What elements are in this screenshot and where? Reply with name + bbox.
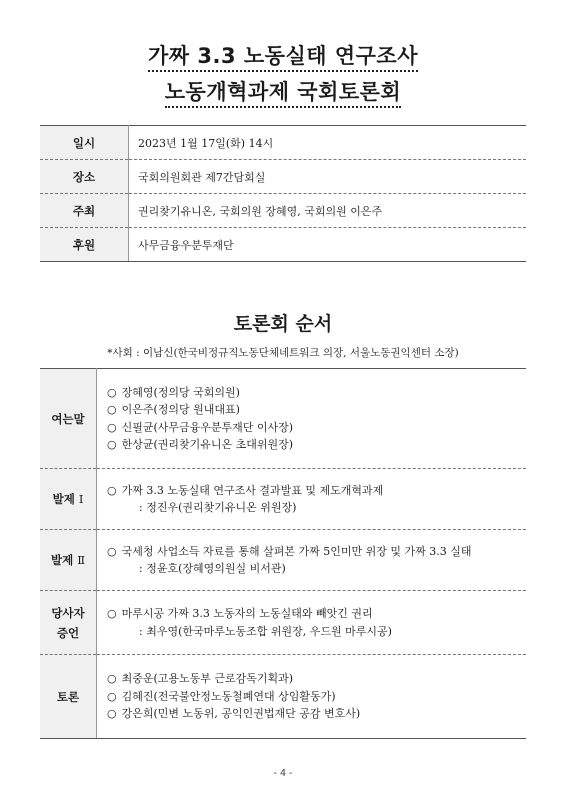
info-label: 주최 bbox=[40, 194, 129, 228]
info-row-host bbox=[40, 194, 526, 228]
circle-bullet-icon: ○ bbox=[107, 707, 117, 721]
program-body bbox=[97, 469, 527, 530]
page-number: - 4 - bbox=[273, 768, 293, 779]
info-value: 국회의원회관 제7간담회실 bbox=[129, 160, 527, 194]
program-row-testimony bbox=[40, 591, 526, 655]
list-item: ○ 강은희(민변 노동위, 공익인권법재단 공감 변호사) bbox=[107, 707, 361, 721]
circle-bullet-icon: ○ bbox=[107, 385, 117, 399]
circle-bullet-icon: ○ bbox=[107, 483, 117, 497]
list-item: ○ 신필균(사무금융우분투재단 이사장) bbox=[107, 420, 294, 434]
program-row-discussion bbox=[40, 655, 526, 739]
circle-bullet-icon: ○ bbox=[107, 672, 117, 686]
program-label: 토론 bbox=[40, 655, 97, 739]
program-body bbox=[97, 369, 527, 469]
circle-bullet-icon: ○ bbox=[107, 420, 117, 434]
circle-bullet-icon: ○ bbox=[107, 607, 117, 620]
presenter: : 최우영(한국마루노동조합 위원장, 우드원 마루시공) bbox=[139, 624, 392, 638]
circle-bullet-icon: ○ bbox=[107, 438, 117, 451]
program-label: 당사자 증언 bbox=[40, 591, 97, 655]
program-label: 발제 Ⅱ bbox=[40, 530, 97, 591]
info-value: 2023년 1월 17일(화) 14시 bbox=[129, 126, 527, 160]
list-item: ○ 장혜영(정의당 국회의원) bbox=[107, 385, 240, 399]
program-body bbox=[97, 655, 527, 739]
presenter: : 정진우(권리찾기유니온 위원장) bbox=[139, 501, 297, 514]
program-row-opening bbox=[40, 369, 526, 469]
program-body bbox=[97, 591, 527, 655]
presentation-topic: ○ 마루시공 가짜 3.3 노동자의 노동실태와 빼앗긴 권리 bbox=[107, 607, 373, 620]
program-label: 여는말 bbox=[40, 369, 97, 469]
circle-bullet-icon: ○ bbox=[107, 403, 117, 416]
presenter: : 정윤호(장혜영의원실 비서관) bbox=[139, 562, 286, 575]
presentation-topic: ○ 국세청 사업소득 자료를 통해 살펴본 가짜 5인미만 위장 및 가짜 3.3 실태 bbox=[107, 544, 472, 558]
list-item: ○ 최중운(고용노동부 근로감독기획과) bbox=[107, 672, 294, 686]
program-label: 발제 Ⅰ bbox=[40, 469, 97, 530]
list-item: ○ 이은주(정의당 원내대표) bbox=[107, 403, 240, 416]
info-row-date bbox=[40, 126, 526, 160]
program-row-presentation-2 bbox=[40, 530, 526, 591]
presentation-topic: ○ 가짜 3.3 노동실태 연구조사 결과발표 및 제도개혁과제 bbox=[107, 483, 384, 497]
info-label: 일시 bbox=[40, 126, 129, 160]
list-item: ○ 한상균(권리찾기유니온 초대위원장) bbox=[107, 438, 294, 451]
moderator-note: *사회 : 이남신(한국비정규직노동단체네트워크 의장, 서울노동권익센터 소장) bbox=[107, 347, 459, 359]
circle-bullet-icon: ○ bbox=[107, 689, 117, 703]
info-label: 장소 bbox=[40, 160, 129, 194]
program-title: 토론회 순서 bbox=[233, 313, 333, 335]
program-table bbox=[40, 368, 526, 739]
info-row-venue bbox=[40, 160, 526, 194]
info-value: 사무금융우분투재단 bbox=[129, 228, 527, 262]
info-value: 권리찾기유니온, 국회의원 장혜영, 국회의원 이은주 bbox=[129, 194, 527, 228]
list-item: ○ 김혜진(전국불안정노동철폐연대 상임활동가) bbox=[107, 689, 336, 703]
circle-bullet-icon: ○ bbox=[107, 544, 117, 558]
document-title-line1: 가짜 3.3 노동실태 연구조사 bbox=[0, 40, 566, 70]
event-info-table bbox=[40, 125, 526, 262]
info-label: 후원 bbox=[40, 228, 129, 262]
document-title-line2: 노동개혁과제 국회토론회 bbox=[0, 76, 566, 106]
program-body bbox=[97, 530, 527, 591]
program-row-presentation-1 bbox=[40, 469, 526, 530]
info-row-sponsor bbox=[40, 228, 526, 262]
